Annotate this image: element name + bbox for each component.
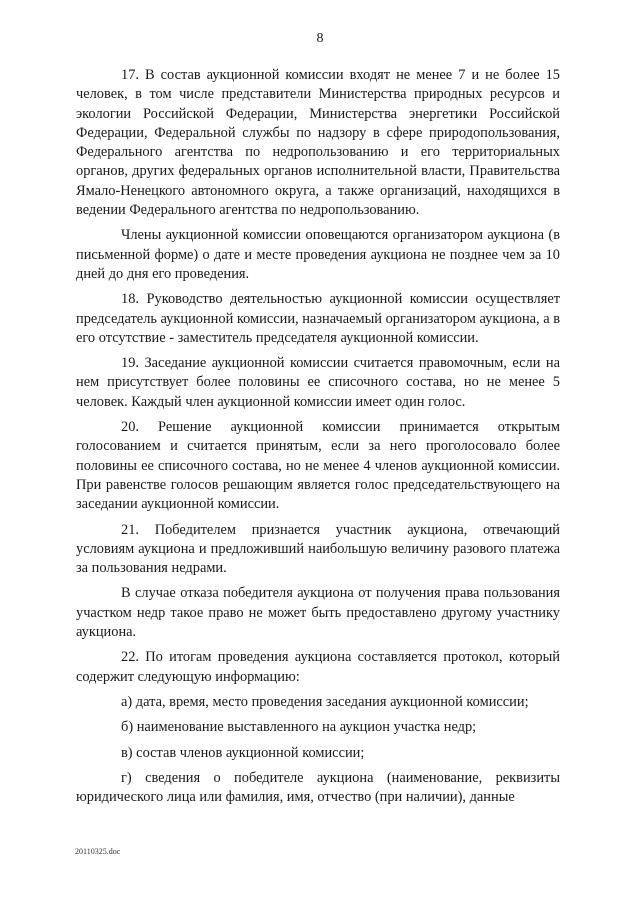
paragraph-members-notice: Члены аукционной комиссии оповещаются организатором аукциона (в письменной форме) о дате и месте проведения аукциона не позднее чем за 10 дней до дня его проведения.: [76, 227, 560, 282]
list-item-v: в) состав членов аукционной комиссии;: [121, 744, 365, 761]
page-number: 8: [316, 31, 324, 46]
list-item-b: б) наименование выставленного на аукцион участка недр;: [121, 719, 477, 736]
footer-filename: 20110325.doc: [75, 847, 121, 856]
paragraph-18: 18. Руководство деятельностью аукционной комиссии осуществляет председатель аукционной комиссии, назначаемый организатором аукциона, а в его отсутствие - заместитель председателя аукционной комиссии.: [76, 291, 561, 346]
paragraph-21: 21. Победителем признается участник аукциона, отвечающий условиям аукциона и предложивший наибольшую величину разового платежа за пользования недрами.: [76, 521, 560, 577]
list-item-a: а) дата, время, место проведения заседания аукционной комиссии;: [121, 693, 529, 710]
document-body: [76, 66, 560, 813]
list-item-g: г) сведения о победителе аукциона (наименование, реквизиты юридического лица или фамилия, имя, отчество (при наличии), данные: [76, 769, 560, 806]
paragraph-22: 22. По итогам проведения аукциона составляется протокол, который содержит следующую информацию:: [76, 649, 560, 685]
paragraph-19: 19. Заседание аукционной комиссии считается правомочным, если на нем присутствует более половины ее списочного состава, но не менее 5 человек. Каждый член аукционной комиссии имеет один голос.: [76, 355, 560, 410]
paragraph-20: 20. Решение аукционной комиссии принимается открытым голосованием и считается принятым, если за него проголосовало более половины ее списочного состава, но не менее 4 членов аукционной комиссии. При равенстве голосов решающим является голос председательствующего на заседании аукционной комиссии.: [76, 419, 560, 513]
paragraph-17: 17. В состав аукционной комиссии входят не менее 7 и не более 15 человек, в том числе представители Министерства природных ресурсов и экологии Российской Федерации, Министерства энергетики Российской Федерации, Федеральной службы по надзору в сфере природопользования, Федерального агентства по недропользованию и его территориальных органов, других федеральных органов исполнительной власти, Правительства Ямало-Ненецкого автономного округа, а также организаций, находящихся в ведении Федерального агентства по недропользованию.: [76, 67, 560, 219]
paragraph-refusal: В случае отказа победителя аукциона от получения права пользования участком недр такое право не может быть предоставлено другому участнику аукциона.: [76, 585, 560, 641]
